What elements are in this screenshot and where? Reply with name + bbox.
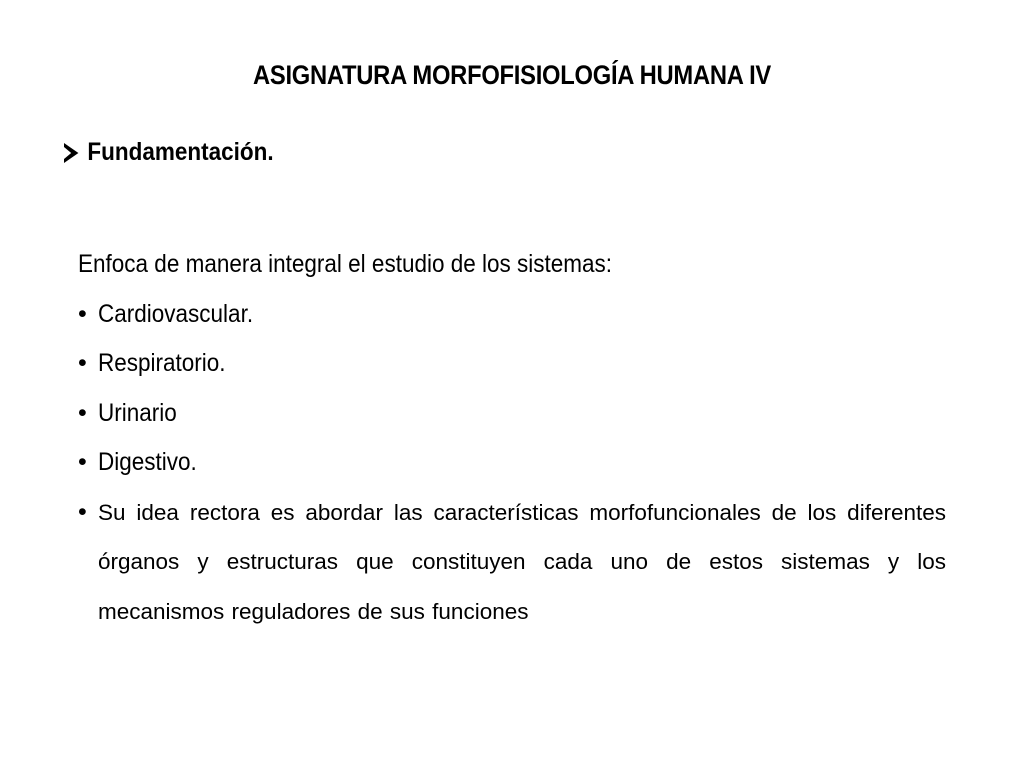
arrow-bullet-icon (64, 143, 78, 163)
list-item-text: Respiratorio. (98, 349, 226, 377)
list-item-text: Digestivo. (98, 448, 197, 476)
slide-title: ASIGNATURA MORFOFISIOLOGÍA HUMANA IV (252, 60, 772, 90)
intro-text: Enfoca de manera integral el estudio de los sistemas: (78, 250, 613, 278)
list-item-text: Cardiovascular. (98, 299, 254, 328)
bullet-dot-icon: • (78, 398, 87, 427)
list-item (78, 488, 946, 637)
section-heading-label: Fundamentación. (87, 138, 274, 166)
list-item-text: Su idea rectora es abordar las características morfofuncionales de los diferentes órganos y estructuras que constituyen cada uno de estos sistemas y los mecanismos reguladores de sus funciones (98, 499, 946, 624)
list-item-text: Urinario (98, 398, 177, 427)
bullet-list (78, 290, 946, 637)
list-item (78, 339, 946, 389)
bullet-dot-icon: • (78, 448, 87, 476)
bullet-dot-icon: • (78, 349, 87, 377)
list-item (78, 389, 946, 439)
bullet-dot-icon: • (78, 497, 87, 526)
bullet-dot-icon: • (78, 299, 87, 328)
slide-body (78, 240, 946, 636)
list-item (78, 290, 946, 340)
list-item (78, 438, 946, 488)
section-heading (64, 138, 274, 167)
